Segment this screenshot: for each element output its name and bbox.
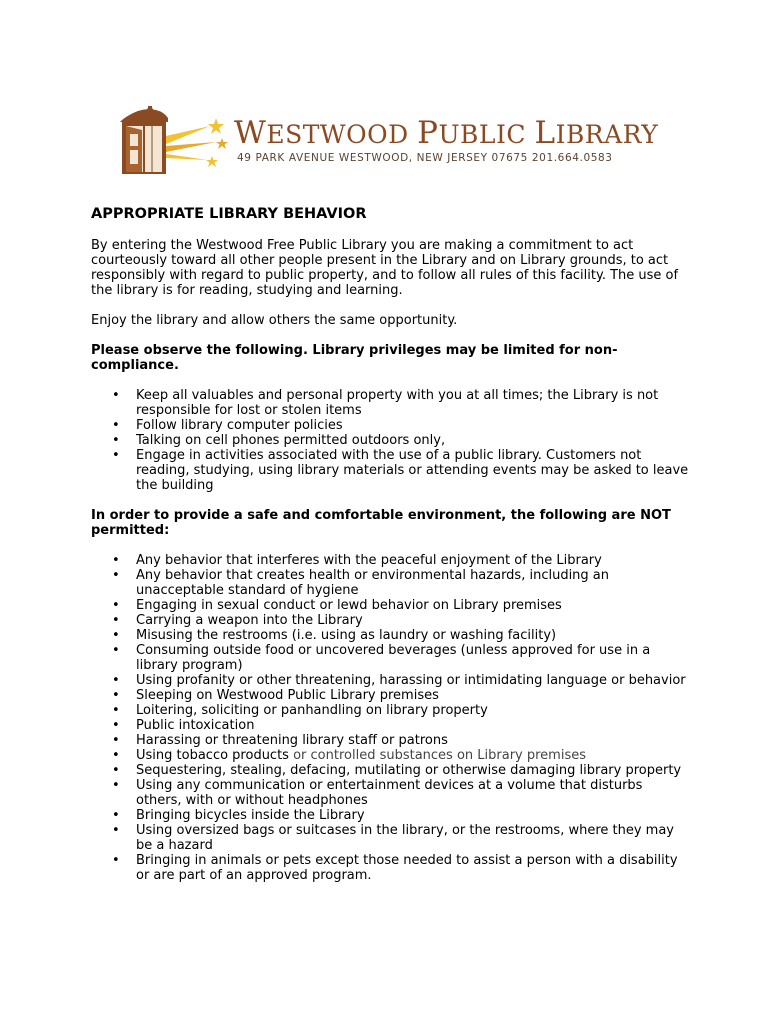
list-item: • Talking on cell phones permitted outdoors only, xyxy=(112,433,446,448)
list-item: • Keep all valuables and personal property with you at all times; the Library is not responsible for lost or stolen items xyxy=(112,388,659,418)
list-item: • Using tobacco products or controlled substances on Library premises xyxy=(112,748,587,763)
observe-list xyxy=(91,388,691,493)
not-permitted-list xyxy=(91,553,691,883)
document-title: APPROPRIATE LIBRARY BEHAVIOR xyxy=(91,206,367,222)
document-body xyxy=(91,206,691,898)
list-item: • Using profanity or other threatening, harassing or intimidating language or behavior xyxy=(112,673,686,688)
library-door-stars-logo-icon xyxy=(112,104,232,178)
list-item: • Engaging in sexual conduct or lewd behavior on Library premises xyxy=(112,598,562,613)
list-item: • Consuming outside food or uncovered beverages (unless approved for use in a library program) xyxy=(112,643,651,673)
intro-paragraph: By entering the Westwood Free Public Library you are making a commitment to act courteously toward all other people present in the Library and on Library grounds, to act responsibly with regard to public property, and to follow all rules of this facility. The use of the library is for reading, studying and learning. xyxy=(91,238,679,298)
list-item: • Sleeping on Westwood Public Library premises xyxy=(112,688,439,703)
list-item: • Loitering, soliciting or panhandling on library property xyxy=(112,703,488,718)
list-item: • Sequestering, stealing, defacing, mutilating or otherwise damaging library property xyxy=(112,763,682,778)
tobacco-suffix: or controlled substances on Library premises xyxy=(288,748,587,763)
list-item: • Any behavior that creates health or environmental hazards, including an unacceptable standard of hygiene xyxy=(112,568,610,598)
list-item: • Carrying a weapon into the Library xyxy=(112,613,363,628)
list-item: • Bringing bicycles inside the Library xyxy=(112,808,365,823)
library-name: WESTWOOD PUBLIC LIBRARY xyxy=(234,115,659,151)
list-item: • Harassing or threatening library staff or patrons xyxy=(112,733,448,748)
list-item: • Follow library computer policies xyxy=(112,418,343,433)
list-item: • Any behavior that interferes with the peaceful enjoyment of the Library xyxy=(112,553,602,568)
letterhead xyxy=(112,104,672,178)
observe-heading: Please observe the following. Library privileges may be limited for non-compliance. xyxy=(91,343,618,373)
library-address: 49 PARK AVENUE WESTWOOD, NEW JERSEY 07675 201.664.0583 xyxy=(237,152,613,164)
enjoy-paragraph: Enjoy the library and allow others the same opportunity. xyxy=(91,313,458,328)
list-item: • Using oversized bags or suitcases in the library, or the restrooms, where they may be a hazard xyxy=(112,823,674,853)
list-item: • Engage in activities associated with the use of a public library. Customers not reading, studying, using library materials or attending events may be asked to leave the building xyxy=(112,448,689,493)
list-item: • Using any communication or entertainment devices at a volume that disturbs others, with or without headphones xyxy=(112,778,643,808)
list-item: • Public intoxication xyxy=(112,718,255,733)
list-item: • Bringing in animals or pets except those needed to assist a person with a disability or are part of an approved program. xyxy=(112,853,678,883)
list-item: • Misusing the restrooms (i.e. using as laundry or washing facility) xyxy=(112,628,557,643)
not-permitted-heading: In order to provide a safe and comfortable environment, the following are NOT permitted: xyxy=(91,508,671,538)
